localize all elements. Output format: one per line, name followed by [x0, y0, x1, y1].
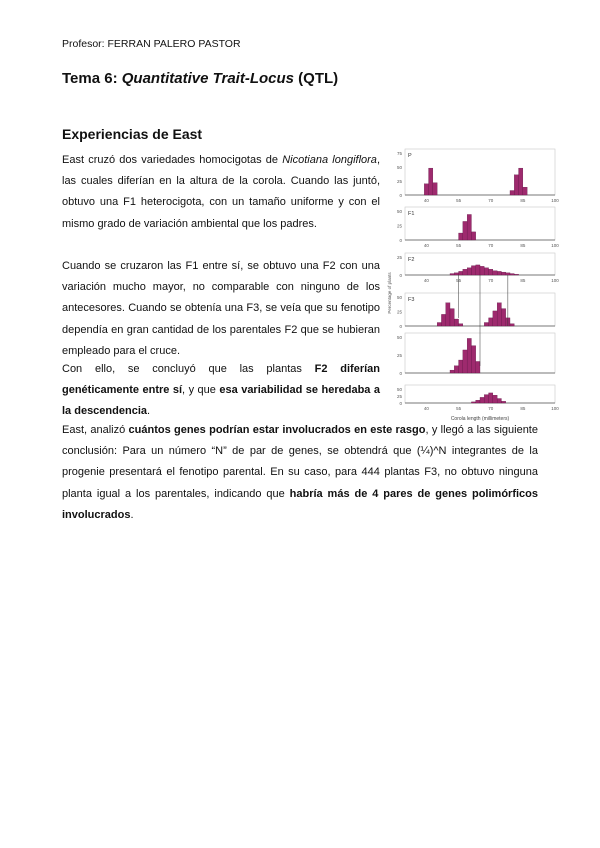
y-tick-label: 0 — [399, 324, 402, 329]
p1-text-1: East cruzó dos variedades homocigotas de — [62, 154, 283, 166]
y-tick-label: 50 — [396, 209, 402, 214]
y-tick-label: 25 — [396, 309, 402, 315]
histogram-bar — [484, 323, 488, 326]
paragraph-2 — [62, 256, 380, 362]
histogram-bar — [476, 361, 480, 373]
histogram-bar — [467, 268, 471, 275]
histogram-bar — [484, 268, 488, 275]
histogram-bar — [519, 168, 523, 195]
paragraph-1 — [62, 150, 380, 235]
x-tick-label: 85 — [520, 406, 526, 411]
y-tick-label: 50 — [396, 335, 402, 340]
y-tick-label: 50 — [396, 295, 402, 300]
p3-text-2: , y que — [182, 384, 220, 397]
x-tick-label: 85 — [520, 278, 526, 283]
histogram-bar — [493, 311, 497, 326]
histogram-bar — [471, 346, 475, 373]
p4-text-2: , y llegó a las siguiente conclusión: Para un número “N” de par de genes, se obtendrá que (¼)^N integrantes de la progenie presentará el fenotipo parental. En su caso, para 444 plantas F3, no obtuvo ninguna planta igual a los parentales, indicando que — [62, 424, 538, 500]
y-tick-label: 0 — [399, 371, 402, 376]
y-tick-label: 0 — [399, 273, 402, 278]
x-tick-label: 40 — [423, 406, 429, 411]
histogram-bar — [497, 303, 501, 326]
histogram-bar — [501, 272, 505, 275]
histogram-bar — [480, 266, 484, 275]
histogram-bar — [459, 360, 463, 373]
y-axis-label: Percentage of plants — [387, 272, 392, 314]
histogram-bar — [454, 273, 458, 275]
histogram-bar — [437, 323, 441, 326]
x-tick-label: 70 — [488, 198, 494, 203]
paragraph-3 — [62, 359, 380, 423]
paragraph-4 — [62, 420, 538, 526]
histogram-bar — [493, 395, 497, 403]
histogram-bar — [514, 175, 518, 195]
y-tick-label: 50 — [396, 165, 402, 170]
p4-bold-1: cuántos genes podrían estar involucrados en este rasgo — [128, 424, 426, 436]
panel-label: P — [408, 153, 412, 159]
histogram-bar — [446, 303, 450, 326]
histogram-bar — [480, 397, 484, 403]
x-tick-label: 40 — [423, 278, 429, 283]
histogram-bar — [493, 271, 497, 275]
histogram-bar — [489, 269, 493, 275]
x-tick-label: 55 — [456, 406, 462, 411]
x-tick-label: 70 — [488, 278, 494, 283]
p4-text-1: East, analizó — [62, 424, 129, 436]
histogram-bar — [471, 232, 475, 240]
histogram-bar — [510, 324, 514, 326]
section-heading: Experiencias de East — [62, 126, 203, 142]
histogram-bar — [489, 393, 493, 403]
histogram-bar — [506, 273, 510, 275]
histogram-bar — [454, 366, 458, 373]
histogram-bar — [424, 184, 428, 195]
y-tick-label: 0 — [399, 401, 402, 406]
x-tick-label: 70 — [488, 243, 494, 248]
histogram-bar — [510, 191, 514, 195]
histogram-bar — [454, 319, 458, 326]
y-tick-label: 25 — [396, 255, 402, 260]
p3-bold-1: F2 diferían genéticamente entre sí — [62, 363, 381, 397]
histogram-bar — [459, 271, 463, 275]
x-tick-label: 55 — [456, 243, 462, 248]
p1-text-2: , las cuales diferían en la altura de la corola. Cuando las juntó, obtuvo una F1 heterocigota, con un tamaño uniforme y con el mismo grado de variación ambiental que los padres. — [62, 154, 380, 230]
histogram-bar — [471, 402, 475, 403]
histogram-bar — [510, 274, 514, 275]
histogram-bar — [497, 399, 501, 403]
histogram-bar — [441, 314, 445, 326]
histogram-bar — [450, 274, 454, 275]
p1-species: Nicotiana longiflora — [282, 154, 377, 166]
p3-text-3: . — [147, 405, 151, 418]
p3-bold-2: esa variabilidad se heredaba a la descendencia — [62, 384, 381, 418]
corolla-length-histograms — [383, 143, 563, 426]
histogram-bar — [497, 271, 501, 275]
y-tick-label: 0 — [399, 238, 402, 243]
y-tick-label: 0 — [399, 193, 402, 198]
histogram-bar — [467, 214, 471, 240]
x-tick-label: 40 — [423, 198, 429, 203]
page-title — [62, 70, 338, 87]
histogram-bar — [433, 183, 437, 195]
x-tick-label: 100 — [551, 406, 559, 411]
histogram-bar — [463, 269, 467, 275]
panel-frame — [405, 207, 555, 240]
panel-label: F1 — [408, 211, 415, 217]
title-prefix: Tema 6: — [62, 70, 122, 87]
professor-header: Profesor: FERRAN PALERO PASTOR — [62, 38, 241, 50]
x-axis-label: Corola length (millimeters) — [450, 416, 510, 422]
x-tick-label: 55 — [456, 198, 462, 203]
x-tick-label: 70 — [488, 406, 494, 411]
y-tick-label: 25 — [396, 394, 402, 399]
p4-bold-2: habría más de 4 pares de genes polimórficos involucrados — [62, 487, 538, 521]
p3-text-1: Con ello, se concluyó que las plantas — [62, 363, 315, 375]
x-tick-label: 85 — [520, 243, 526, 248]
histogram-bar — [489, 318, 493, 326]
histogram-bar — [467, 338, 471, 373]
histogram-bar — [501, 309, 505, 326]
histogram-bar — [471, 266, 475, 275]
p2-text-1: Cuando se cruzaron las F1 entre sí, se obtuvo una F2 con una variación mucho mayor, no comparable con ninguno de los antecesores. Cuando se obtenía una F3, se veía que su fenotipo dependía en gran cantidad de los parentales F2 que se hubieran empleado para el cruce. — [62, 260, 380, 357]
panel-label: F3 — [408, 297, 415, 303]
y-tick-label: 25 — [396, 353, 402, 358]
histogram-bar — [459, 324, 463, 326]
x-tick-label: 100 — [551, 198, 559, 203]
x-tick-label: 100 — [551, 243, 559, 248]
histogram-bar — [523, 187, 527, 195]
title-italic: Quantitative Trait-Locus — [121, 70, 295, 87]
x-tick-label: 85 — [520, 198, 526, 203]
y-tick-label: 75 — [396, 151, 402, 156]
x-tick-label: 55 — [456, 278, 462, 283]
y-tick-label: 25 — [396, 179, 402, 184]
histogram-bar — [450, 370, 454, 373]
histogram-bar — [459, 233, 463, 240]
title-suffix: (QTL) — [294, 70, 339, 87]
p4-text-3: . — [130, 508, 134, 521]
histogram-bar — [463, 350, 467, 373]
x-tick-label: 100 — [551, 278, 559, 283]
histogram-bar — [484, 395, 488, 403]
histogram-bar — [501, 401, 505, 403]
panel-label: F2 — [408, 257, 415, 263]
histogram-bar — [476, 400, 480, 403]
y-tick-label: 25 — [396, 223, 402, 229]
histogram-bar — [476, 265, 480, 275]
histogram-bar — [514, 274, 518, 275]
y-tick-label: 50 — [396, 387, 402, 392]
x-tick-label: 40 — [423, 243, 429, 248]
histogram-bar — [429, 168, 433, 195]
histogram-bar — [463, 221, 467, 240]
histogram-bar — [450, 309, 454, 326]
